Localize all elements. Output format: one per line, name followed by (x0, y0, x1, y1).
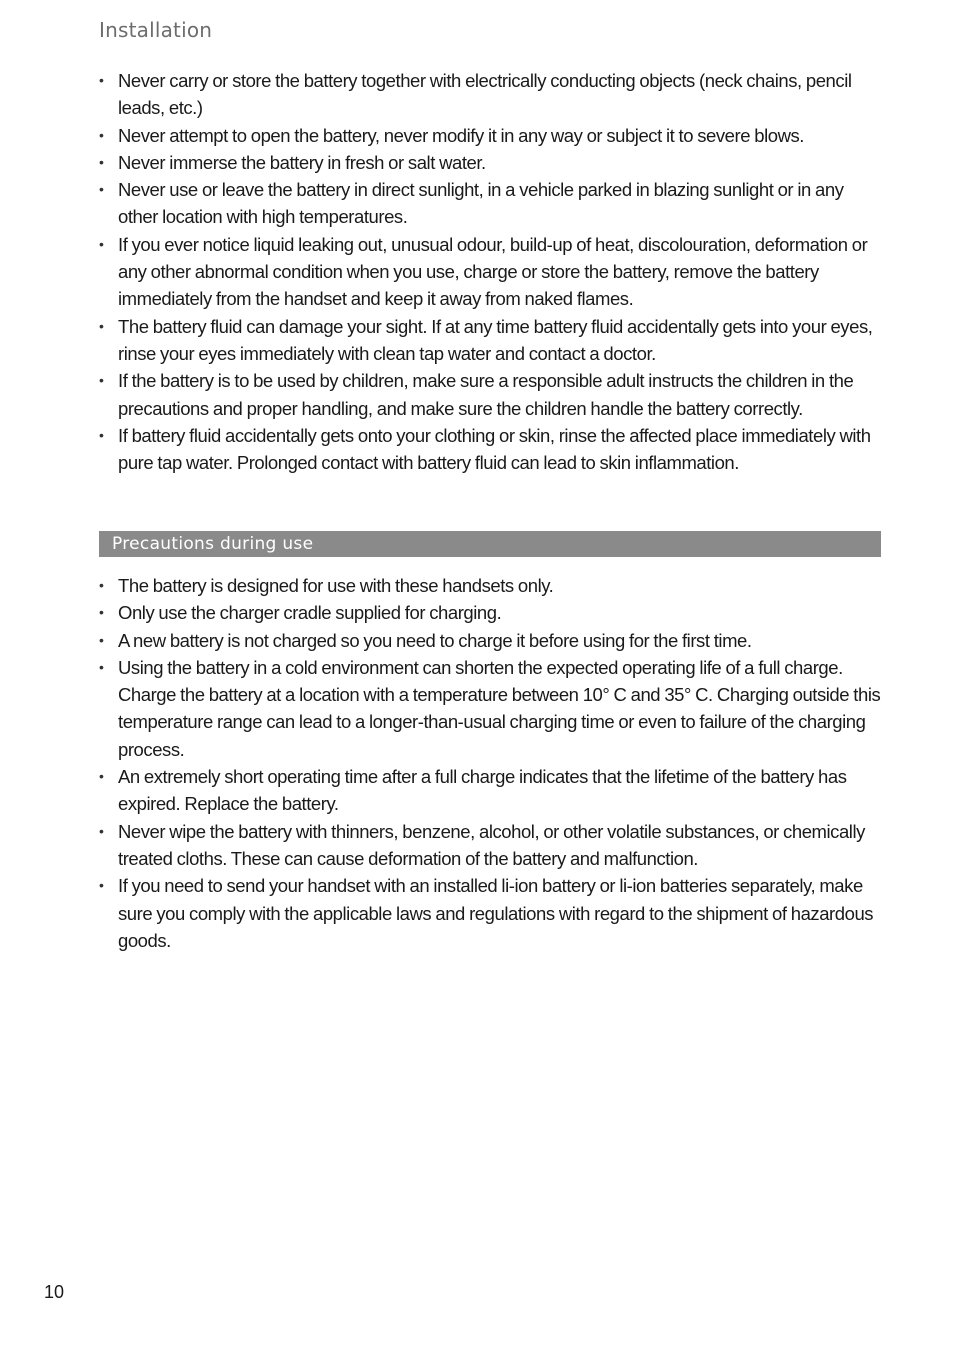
list-item-text: If the battery is to be used by children, make sure a responsible adult instructs the children in the precautions and proper handling, and make sure the children handle the battery correctly. (118, 370, 854, 419)
list-item (99, 818, 885, 873)
bullet-icon: • (99, 631, 104, 648)
precautions-list (99, 572, 885, 954)
list-item-text: Never immerse the battery in fresh or salt water. (118, 151, 486, 173)
list-item (99, 67, 885, 122)
list-item-text: Never use or leave the battery in direct sunlight, in a vehicle parked in blazing sunlight or in any other location with high temperatures. (118, 179, 844, 228)
list-item-text: Never carry or store the battery together with electrically conducting objects (neck chains, pencil leads, etc.) (118, 70, 852, 119)
list-item-text: Never attempt to open the battery, never modify it in any way or subject it to severe blows. (118, 124, 804, 146)
list-item-text: The battery fluid can damage your sight. If at any time battery fluid accidentally gets into your eyes, rinse your eyes immediately with clean tap water and contact a doctor. (118, 315, 873, 364)
list-item-text: Only use the charger cradle supplied for charging. (118, 602, 502, 624)
list-item (99, 149, 885, 176)
list-item-text: Using the battery in a cold environment can shorten the expected operating life of a full charge. Charge the battery at a location with a temperature between 10° C and 35° C. Charging outside this temperature range can lead to a longer-than-usual charging time or even to failure of the charging process. (118, 656, 881, 760)
list-item (99, 572, 885, 599)
bullet-icon: • (99, 877, 104, 894)
list-item (99, 367, 885, 422)
section-heading-bar (99, 531, 881, 557)
bullet-icon: • (99, 72, 104, 88)
bullet-icon: • (99, 822, 104, 839)
list-item (99, 627, 885, 654)
list-item (99, 654, 885, 763)
list-item-text: Never wipe the battery with thinners, benzene, alcohol, or other volatile substances, or chemically treated cloths. These can cause deformation of the battery and malfunction. (118, 820, 865, 869)
bullet-icon: • (99, 426, 104, 443)
bullet-icon: • (99, 658, 104, 675)
section-title: Precautions during use (112, 534, 314, 554)
list-item (99, 122, 885, 149)
bullet-icon: • (99, 768, 104, 785)
list-item (99, 599, 885, 626)
list-item (99, 231, 885, 313)
page-number: 10 (44, 1282, 65, 1302)
page-header-title: Installation (99, 18, 213, 42)
bullet-icon: • (99, 317, 104, 334)
list-item (99, 176, 885, 231)
list-item (99, 763, 885, 818)
bullet-icon: • (99, 126, 104, 143)
list-item-text: If you ever notice liquid leaking out, unusual odour, build-up of heat, discolouration, deformation or any other abnormal condition when you use, charge or store the battery, remove the battery immediately from the handset and keep it away from naked flames. (118, 233, 868, 310)
bullet-icon: • (99, 604, 104, 621)
bullet-icon: • (99, 372, 104, 389)
battery-safety-list (99, 67, 885, 476)
list-item-text: A new battery is not charged so you need to charge it before using for the first time. (118, 629, 752, 651)
list-item (99, 313, 885, 368)
bullet-icon: • (99, 181, 104, 198)
list-item-text: If you need to send your handset with an installed li-ion battery or li-ion batteries separately, make sure you comply with the applicable laws and regulations with regard to the shipment of hazardous goods. (118, 875, 874, 951)
bullet-icon: • (99, 235, 104, 252)
list-item-text: An extremely short operating time after a full charge indicates that the lifetime of the battery has expired. Replace the battery. (118, 766, 847, 815)
list-item (99, 872, 885, 954)
list-item-text: The battery is designed for use with these handsets only. (118, 575, 554, 596)
bullet-icon: • (99, 577, 104, 593)
list-item (99, 422, 885, 477)
list-item-text: If battery fluid accidentally gets onto your clothing or skin, rinse the affected place immediately with pure tap water. Prolonged contact with battery fluid can lead to skin inflammation. (118, 424, 871, 474)
bullet-icon: • (99, 153, 104, 170)
